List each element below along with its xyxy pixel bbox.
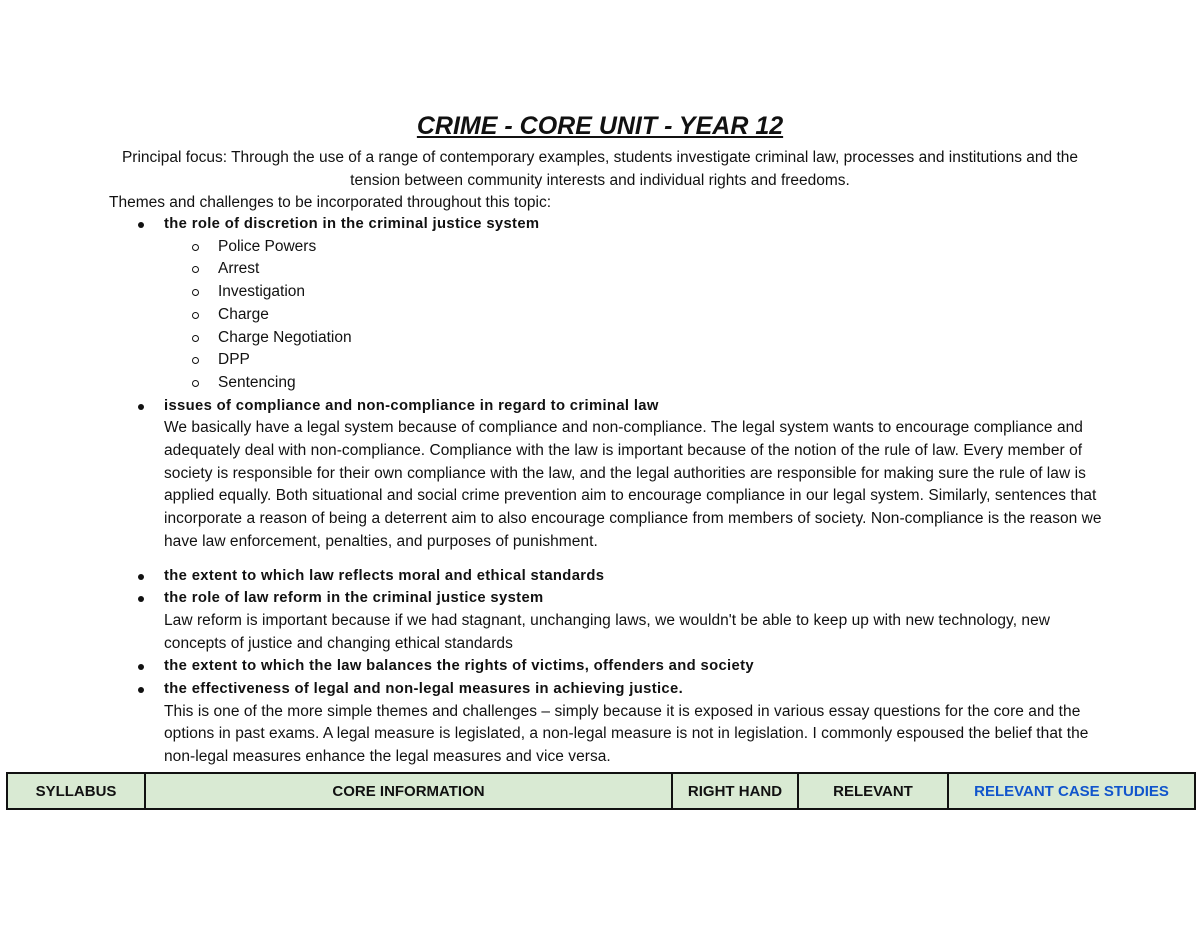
theme-heading: the extent to which law reflects moral and ethical standards xyxy=(164,567,605,584)
circle-bullet-icon xyxy=(192,266,199,273)
header-relevant-case-studies-link[interactable]: RELEVANT CASE STUDIES xyxy=(948,773,1195,809)
themes-intro: Themes and challenges to be incorporated throughout this topic: xyxy=(109,194,552,211)
theme-item xyxy=(0,587,1104,655)
principal-focus: Principal focus: Through the use of a range of contemporary examples, students investigate criminal law, processes and institutions and the tension between community interests and individual rights and freedoms. xyxy=(121,149,1079,189)
list-item: Charge Negotiation xyxy=(164,327,1104,350)
discretion-sublist xyxy=(164,236,1104,395)
theme-heading: the extent to which the law balances the rights of victims, offenders and society xyxy=(164,658,754,675)
circle-bullet-icon xyxy=(192,357,199,364)
theme-body: Law reform is important because if we had stagnant, unchanging laws, we wouldn't be able to keep up with new technology, new concepts of justice and changing ethical standards xyxy=(164,611,1051,652)
list-item: Sentencing xyxy=(164,372,1104,395)
theme-heading: the role of law reform in the criminal justice system xyxy=(164,590,544,607)
themes-list xyxy=(0,213,1200,769)
syllabus-table xyxy=(6,772,1196,810)
bullet-icon xyxy=(138,664,144,670)
header-core-information: CORE INFORMATION xyxy=(145,773,672,809)
theme-item xyxy=(0,213,1104,395)
table-header-row xyxy=(7,773,1195,809)
theme-item xyxy=(0,395,1104,554)
list-item: Charge xyxy=(164,304,1104,327)
list-item: Police Powers xyxy=(164,236,1104,259)
spacer xyxy=(0,554,1200,565)
bullet-icon xyxy=(138,574,144,580)
theme-heading: the effectiveness of legal and non-legal measures in achieving justice. xyxy=(164,681,684,698)
theme-item xyxy=(0,655,1104,678)
circle-bullet-icon xyxy=(192,244,199,251)
bullet-icon xyxy=(138,596,144,602)
circle-bullet-icon xyxy=(192,312,199,319)
theme-heading: issues of compliance and non-compliance in regard to criminal law xyxy=(164,397,659,414)
theme-body: We basically have a legal system because of compliance and non-compliance. The legal system wants to encourage compliance and adequately deal with non-compliance. Compliance with the law is important because of the notion of the rule of law. Every member of society is responsible for their own compliance with the law, and the legal authorities are responsible for making sure the rule of law is applied equally. Both situational and social crime prevention aim to encourage compliance in our legal system. Similarly, sentences that incorporate a reason of being a deterrent aim to also encourage compliance from members of society. Non-compliance is the reason we have law enforcement, penalties, and purposes of punishment. xyxy=(164,419,1102,550)
list-item: DPP xyxy=(164,349,1104,372)
theme-item xyxy=(0,678,1104,769)
bullet-icon xyxy=(138,687,144,693)
header-relevant: RELEVANT xyxy=(798,773,948,809)
document-title: CRIME - CORE UNIT - YEAR 12 xyxy=(416,112,784,140)
circle-bullet-icon xyxy=(192,380,199,387)
bullet-icon xyxy=(138,404,144,410)
list-item: Investigation xyxy=(164,281,1104,304)
list-item: Arrest xyxy=(164,258,1104,281)
bullet-icon xyxy=(138,222,144,228)
theme-body: This is one of the more simple themes and challenges – simply because it is exposed in various essay questions for the core and the options in past exams. A legal measure is legislated, a non-legal measure is not in legislation. I commonly espoused the belief that the non-legal measures enhance the legal measures and vice versa. xyxy=(164,702,1089,766)
theme-heading: the role of discretion in the criminal justice system xyxy=(164,216,540,232)
circle-bullet-icon xyxy=(192,335,199,342)
header-syllabus: SYLLABUS xyxy=(7,773,145,809)
header-right-hand: RIGHT HAND xyxy=(672,773,798,809)
theme-item xyxy=(0,565,1104,588)
circle-bullet-icon xyxy=(192,289,199,296)
